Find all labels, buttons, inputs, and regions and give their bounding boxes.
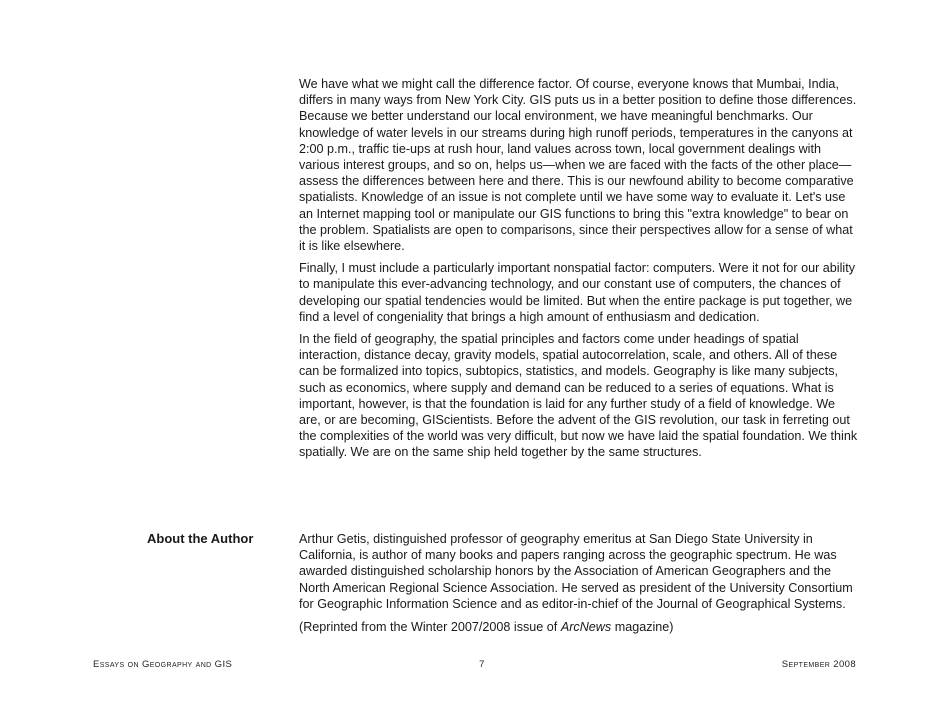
paragraph-field-of-geography: In the field of geography, the spatial principles and factors come under headings of spatial interaction, distance decay, gravity models, spatial autocorrelation, scale, and others. All of these can be formalized into topics, subtopics, statistics, and models. Geography is like many subjects, such as economics, where supply and demand can be reduced to a series of equations. What is important, however, is that the foundation is laid for any further study of a field of knowledge. We are, or are becoming, GIScientists. Before the advent of the GIS revolution, our task in ferreting out the complexities of the world was very difficult, but now we have laid the spatial foundation. We think spatially. We are on the same ship held together by the same structures. <box>299 332 858 460</box>
paragraph-difference-factor: We have what we might call the difference factor. Of course, everyone knows that Mumbai, India, differs in many ways from New York City. GIS puts us in a better position to define those differences. Because we better understand our local environment, we have meaningful benchmarks. Our knowledge of water levels in our streams during high runoff periods, temperatures in the canyons at 2:00 p.m., traffic tie-ups at rush hour, land values across town, local government dealings with various interest groups, and so on, helps us—when we are faced with the facts of the other place—assess the differences between here and there. This is our newfound ability to become comparative spatialists. Knowledge of an issue is not complete until we have some way to evaluate it. Let's use an Internet mapping tool or manipulate our GIS functions to bring this "extra knowledge" to bear on the problem. Spatialists are open to comparisons, since their perspectives allow for a sense of what it is like elsewhere. <box>299 77 857 254</box>
about-author-heading: About the Author <box>147 531 254 546</box>
body-text-column <box>299 76 859 461</box>
paragraph-computers: Finally, I must include a particularly important nonspatial factor: computers. Were it not for our ability to manipulate this ever-advancing technology, and our constant use of computers, the chances of developing our spatial tendencies would be limited. But when the entire package is put together, we find a level of congeniality that brings a high amount of enthusiasm and dedication. <box>299 261 855 324</box>
footer-date: September 2008 <box>781 659 856 670</box>
about-author-section <box>299 531 859 635</box>
author-bio: Arthur Getis, distinguished professor of geography emeritus at San Diego State University in California, is author of many books and papers ranging across the geographic spectrum. He was awarded distinguished scholarship honors by the Association of American Geographers and the North American Regional Science Association. He served as president of the University Consortium for Geographic Information Science and as editor-in-chief of the Journal of Geographical Systems. <box>299 532 853 611</box>
footer-book-title: Essays on Geography and GIS <box>93 659 233 670</box>
reprint-suffix: magazine) <box>611 620 674 635</box>
reprint-prefix: (Reprinted from the Winter 2007/2008 issue of <box>299 620 561 635</box>
reprint-publication: ArcNews <box>560 620 612 635</box>
reprint-note <box>299 619 859 635</box>
footer-page-number: 7 <box>479 659 485 670</box>
